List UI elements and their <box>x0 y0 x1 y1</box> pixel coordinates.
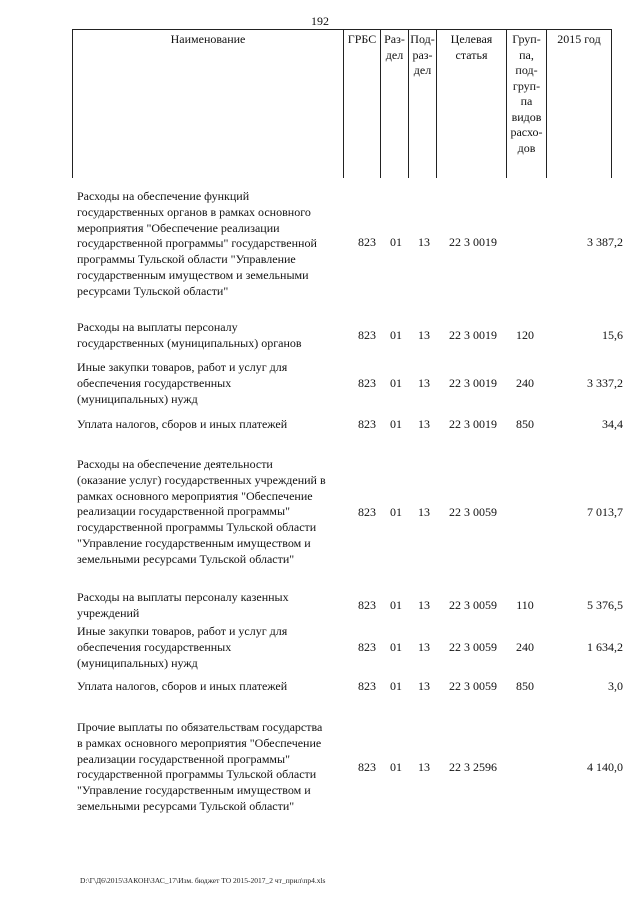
row-podrazdel: 13 <box>418 598 430 612</box>
row-target: 22 3 0059 <box>449 598 497 612</box>
row-target: 22 3 0019 <box>449 328 497 342</box>
row-razdel: 01 <box>390 417 402 431</box>
row-razdel: 01 <box>390 679 402 693</box>
row-podrazdel: 13 <box>418 640 430 654</box>
row-target: 22 3 0059 <box>449 679 497 693</box>
row-amount: 34,4 <box>602 417 623 431</box>
row-grbs: 823 <box>358 417 376 431</box>
row-amount: 1 634,2 <box>587 640 623 654</box>
row-name: Расходы на выплаты персоналу казенных учреждений <box>77 590 289 620</box>
table-header <box>72 29 612 178</box>
row-group: 850 <box>516 679 534 693</box>
header-group: Груп- па, под- груп- па видов расхо- дов <box>506 30 546 178</box>
row-amount: 4 140,0 <box>587 760 623 774</box>
row-grbs: 823 <box>358 598 376 612</box>
row-amount: 3 337,2 <box>587 376 623 390</box>
row-target: 22 3 0019 <box>449 235 497 249</box>
row-group: 240 <box>516 376 534 390</box>
row-name: Уплата налогов, сборов и иных платежей <box>77 679 288 693</box>
header-target: Целевая статья <box>436 30 506 178</box>
row-name: Иные закупки товаров, работ и услуг для обеспечения государственных (муниципальных) нужд <box>77 624 288 670</box>
row-group: 120 <box>516 328 534 342</box>
row-amount: 15,6 <box>602 328 623 342</box>
row-group: 110 <box>516 598 534 612</box>
row-podrazdel: 13 <box>418 417 430 431</box>
row-podrazdel: 13 <box>418 328 430 342</box>
row-amount: 3 387,2 <box>587 235 623 249</box>
row-grbs: 823 <box>358 760 376 774</box>
row-target: 22 3 0059 <box>449 640 497 654</box>
row-razdel: 01 <box>390 235 402 249</box>
row-name: Прочие выплаты по обязательствам государства в рамках основного мероприятия "Обеспечение реализации государственной программы" государственной программы Тульской области "Управление государственным имуществом и земельными ресурсами Тульской области" <box>77 720 323 813</box>
row-grbs: 823 <box>358 235 376 249</box>
page-number: 192 <box>311 14 329 28</box>
row-name: Расходы на выплаты персоналу государственных (муниципальных) органов <box>77 320 302 350</box>
row-amount: 5 376,5 <box>587 598 623 612</box>
header-year: 2015 год <box>546 30 612 178</box>
header-podrazdel: Под- раз- дел <box>408 30 436 178</box>
file-path-footer: D:\Г\Д6\2015\ЗАКОН\ЗАС_17\Изм. бюджет ТО 2015-2017_2 чт_прил\пр4.xls <box>80 876 326 885</box>
row-grbs: 823 <box>358 328 376 342</box>
header-razdel: Раз- дел <box>380 30 408 178</box>
row-razdel: 01 <box>390 328 402 342</box>
row-amount: 7 013,7 <box>587 505 623 519</box>
row-podrazdel: 13 <box>418 235 430 249</box>
row-grbs: 823 <box>358 640 376 654</box>
row-target: 22 3 0019 <box>449 376 497 390</box>
header-grbs: ГРБС <box>343 30 380 178</box>
row-name: Расходы на обеспечение функций государственных органов в рамках основного мероприятия "Обеспечение реализации государственной программы" государственной программы Тульской области "Управление государственным имуществом и земельными ресурсами Тульской области" <box>77 189 317 298</box>
row-group: 850 <box>516 417 534 431</box>
row-razdel: 01 <box>390 598 402 612</box>
row-amount: 3,0 <box>608 679 623 693</box>
row-grbs: 823 <box>358 679 376 693</box>
row-podrazdel: 13 <box>418 679 430 693</box>
row-target: 22 3 0059 <box>449 505 497 519</box>
row-target: 22 3 2596 <box>449 760 497 774</box>
row-razdel: 01 <box>390 376 402 390</box>
header-name: Наименование <box>72 30 343 178</box>
row-podrazdel: 13 <box>418 760 430 774</box>
row-podrazdel: 13 <box>418 505 430 519</box>
row-razdel: 01 <box>390 640 402 654</box>
row-name: Уплата налогов, сборов и иных платежей <box>77 417 288 431</box>
row-razdel: 01 <box>390 760 402 774</box>
row-name: Расходы на обеспечение деятельности (оказание услуг) государственных учреждений в рамках основного мероприятия "Обеспечение реализации государственной программы" государственной программы Тульской области "Управление государственным имуществом и земельными ресурсами Тульской области" <box>77 457 326 566</box>
row-grbs: 823 <box>358 505 376 519</box>
row-podrazdel: 13 <box>418 376 430 390</box>
row-name: Иные закупки товаров, работ и услуг для обеспечения государственных (муниципальных) нужд <box>77 360 288 406</box>
row-group: 240 <box>516 640 534 654</box>
row-razdel: 01 <box>390 505 402 519</box>
row-grbs: 823 <box>358 376 376 390</box>
row-target: 22 3 0019 <box>449 417 497 431</box>
